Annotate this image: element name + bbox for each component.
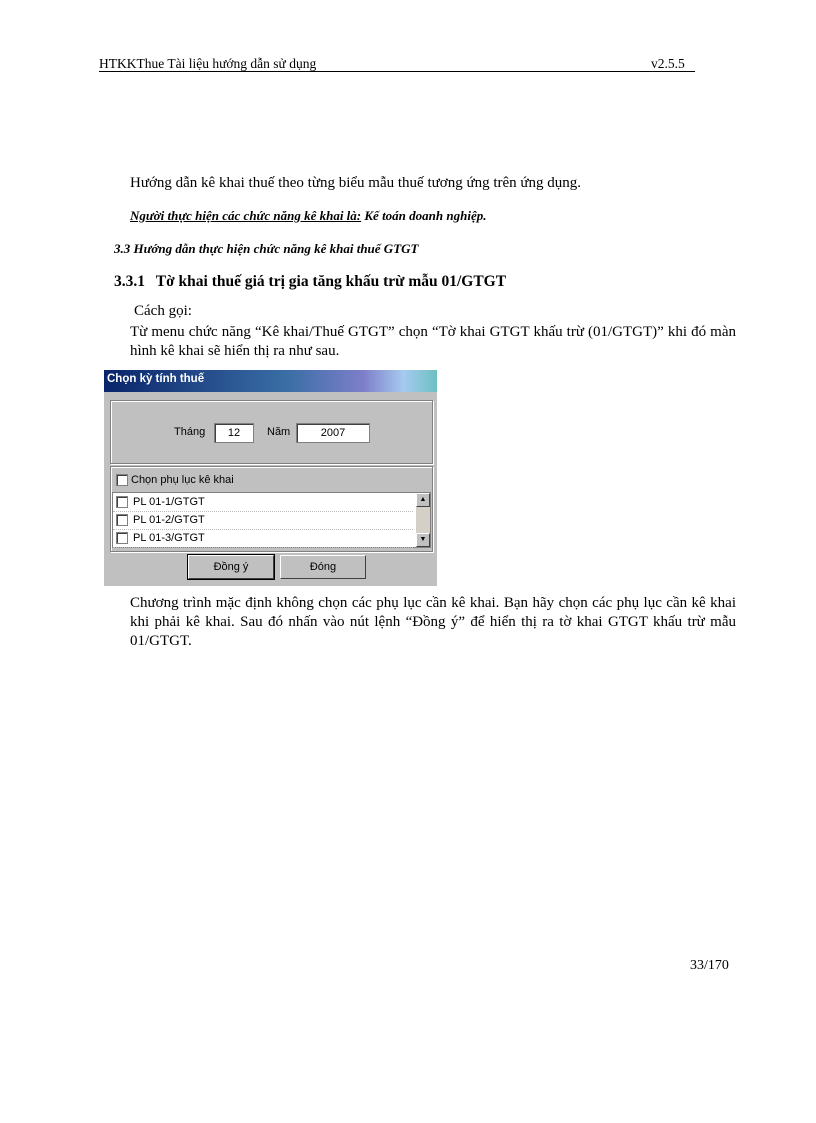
list-scrollbar[interactable] xyxy=(416,493,430,547)
appendix-checkbox[interactable] xyxy=(116,496,128,508)
section-number: 3.3.1 xyxy=(114,273,145,290)
header-version: v2.5.5 xyxy=(651,56,685,71)
select-appendix-label: Chọn phụ lục kê khai xyxy=(131,474,234,486)
select-appendix-checkbox[interactable] xyxy=(116,474,128,486)
appendix-label: PL 01-3/GTGT xyxy=(133,532,205,544)
performer-line xyxy=(130,208,486,224)
scroll-up-icon[interactable]: ▲ xyxy=(416,493,430,507)
year-label: Năm xyxy=(267,426,291,438)
period-dialog xyxy=(104,370,437,586)
page-number: 33/170 xyxy=(690,958,729,973)
dialog-titlebar[interactable] xyxy=(104,370,437,392)
list-item[interactable] xyxy=(113,493,413,512)
performer-label: Người thực hiện các chức năng kê khai là: xyxy=(130,208,362,223)
list-item[interactable] xyxy=(113,511,413,530)
list-item[interactable] xyxy=(113,529,413,548)
appendix-list xyxy=(112,492,431,548)
header-title: HTKKThue Tài liệu hướng dẫn sử dụng xyxy=(99,56,317,71)
ok-button[interactable]: Đồng ý xyxy=(188,555,274,579)
year-input[interactable]: 2007 xyxy=(296,423,370,443)
intro-text: Hướng dẫn kê khai thuế theo từng biểu mẫu thuế tương ứng trên ứng dụng. xyxy=(130,175,582,191)
appendix-label: PL 01-1/GTGT xyxy=(133,496,205,508)
appendix-checkbox[interactable] xyxy=(116,514,128,526)
scroll-down-icon[interactable]: ▼ xyxy=(416,533,430,547)
section-3-3-heading: 3.3 Hướng dẫn thực hiện chức năng kê khai thuế GTGT xyxy=(114,241,419,256)
dialog-title: Chọn kỳ tính thuế xyxy=(107,373,205,385)
section-3-3-1-heading xyxy=(114,273,506,291)
performer-value: Kế toán doanh nghiệp. xyxy=(361,208,487,223)
after-instruction: Chương trình mặc định không chọn các phụ lục cần kê khai. Bạn hãy chọn các phụ lục cần kê khai khi phải kê khai. Sau đó nhấn vào nút lệnh “Đồng ý” để hiển thị ra tờ khai GTGT khấu trừ mẫu 01/GTGT. xyxy=(130,595,736,649)
header-rule xyxy=(99,71,695,72)
month-label: Tháng xyxy=(174,426,206,438)
section-title: Tờ khai thuế giá trị gia tăng khấu trừ mẫu 01/GTGT xyxy=(155,273,507,290)
close-button[interactable]: Đóng xyxy=(280,555,366,579)
month-input[interactable]: 12 xyxy=(214,423,254,443)
appendix-label: PL 01-2/GTGT xyxy=(133,514,205,526)
appendix-checkbox[interactable] xyxy=(116,532,128,544)
menu-instruction: Từ menu chức năng “Kê khai/Thuế GTGT” chọn “Tờ khai GTGT khấu trừ (01/GTGT)” khi đó màn hình kê khai sẽ hiển thị ra như sau. xyxy=(130,324,736,359)
how-to-call: Cách gọi: xyxy=(134,303,192,319)
